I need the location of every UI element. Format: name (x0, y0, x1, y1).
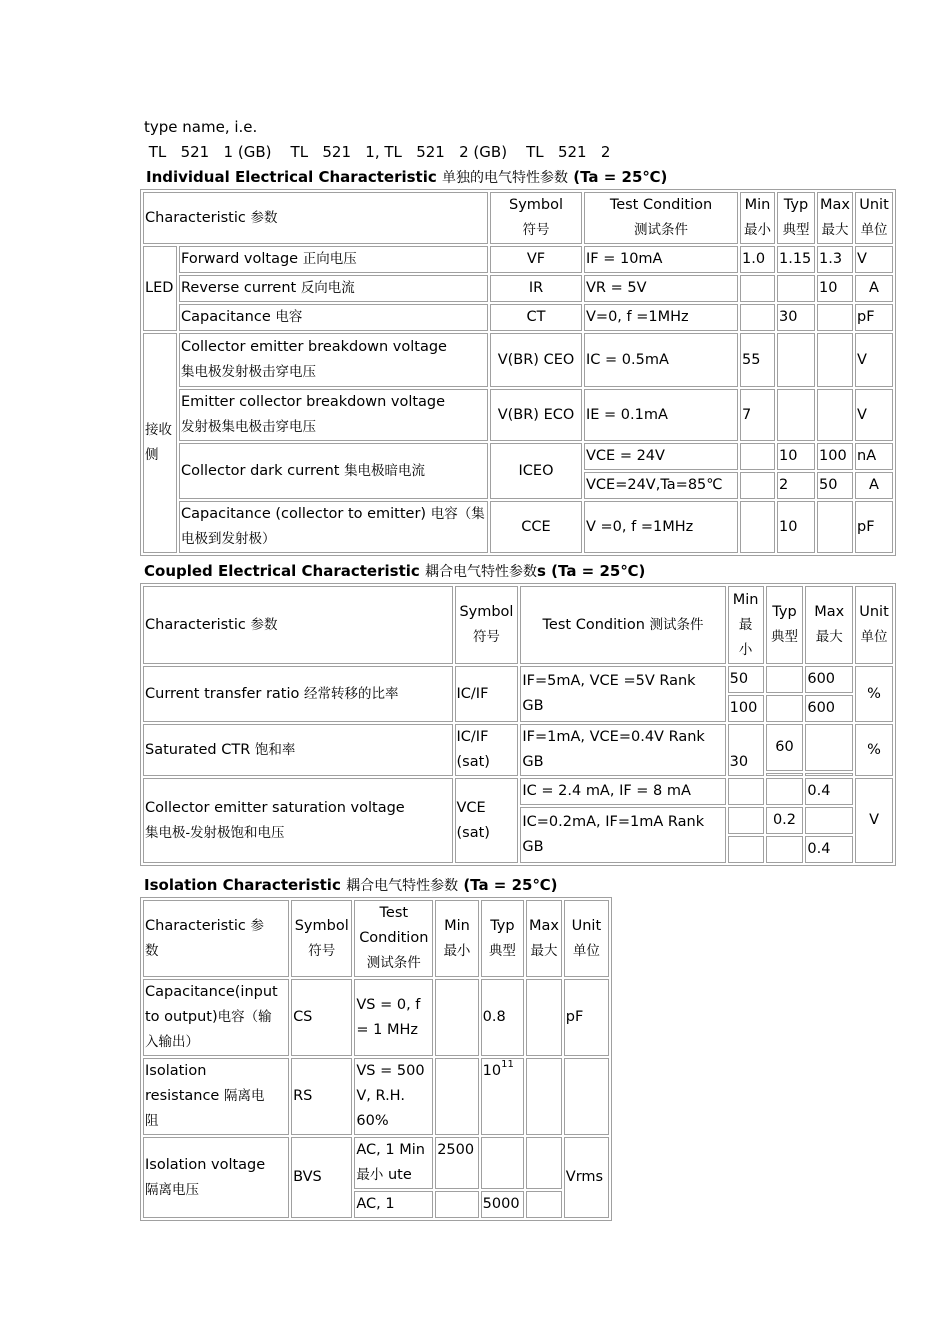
row-max (805, 773, 853, 776)
row-name: Capacitance 电容 (179, 304, 488, 331)
row-max (817, 389, 853, 441)
header-unit: Unit 单位 (564, 900, 609, 977)
row-test: IF = 10mA (584, 246, 738, 273)
table-row (143, 778, 893, 805)
row-test: VS = 500 V, R.H. 60% (354, 1058, 433, 1135)
header-max: Max 最大 (526, 900, 562, 977)
row-typ: 2 (777, 472, 815, 499)
row-name: Isolation resistance 隔离电 阻 (143, 1058, 289, 1135)
row-min (740, 472, 775, 499)
row-test: IF=1mA, VCE=0.4V Rank GB (520, 724, 725, 776)
row-max (526, 1137, 562, 1189)
row-unit (564, 1058, 609, 1135)
row-test: VR = 5V (584, 275, 738, 302)
table-header (143, 586, 893, 664)
row-typ: 1.15 (777, 246, 815, 273)
group-led: LED (143, 246, 177, 331)
table-row (143, 666, 893, 693)
row-min: 2500 (435, 1137, 478, 1189)
row-name: Collector emitter saturation voltage 集电极-发射极饱和电压 (143, 778, 453, 863)
row-min: 30 (728, 724, 764, 776)
row-name: Reverse current 反向电流 (179, 275, 488, 302)
row-max (805, 724, 853, 771)
row-unit: pF (564, 979, 609, 1056)
row-unit: pF (855, 501, 893, 553)
row-test: IC = 0.5mA (584, 333, 738, 387)
row-min: 7 (740, 389, 775, 441)
row-symbol: IC/IF (455, 666, 519, 722)
row-name: Saturated CTR 饱和率 (143, 724, 453, 776)
row-symbol: CS (291, 979, 352, 1056)
row-typ (766, 666, 804, 693)
row-max: 50 (817, 472, 853, 499)
row-test: IE = 0.1mA (584, 389, 738, 441)
header-min: Min 最小 (740, 192, 775, 244)
row-min (740, 275, 775, 302)
row-max: 600 (805, 695, 853, 722)
row-max: 1.3 (817, 246, 853, 273)
row-min (435, 979, 478, 1056)
row-min (728, 807, 764, 834)
intro-line-1: type name, i.e. (144, 118, 258, 136)
header-min: Min 最 小 (728, 586, 764, 664)
intro-line-2: TL 521 1 (GB) TL 521 1, TL 521 2 (GB) TL 521 2 (144, 143, 611, 161)
row-min: 50 (728, 666, 764, 693)
row-min (740, 304, 775, 331)
row-unit: V (855, 333, 893, 387)
row-unit: pF (855, 304, 893, 331)
table-row (143, 1137, 609, 1189)
group-receiver: 接收侧 (143, 333, 177, 553)
table-row (143, 333, 893, 387)
row-test: IC = 2.4 mA, IF = 8 mA (520, 778, 725, 805)
row-typ: $10^{11}$ (481, 1058, 524, 1135)
row-min: 100 (728, 695, 764, 722)
row-test: V=0, f =1MHz (584, 304, 738, 331)
row-typ (481, 1137, 524, 1189)
header-typ: Typ 典型 (777, 192, 815, 244)
header-characteristic: Characteristic 参数 (143, 192, 488, 244)
row-test: IC=0.2mA, IF=1mA Rank GB (520, 807, 725, 863)
row-min (435, 1191, 478, 1218)
header-min: Min 最小 (435, 900, 478, 977)
row-unit: V (855, 778, 893, 863)
row-min (728, 836, 764, 863)
row-max (817, 501, 853, 553)
table-row (143, 389, 893, 441)
row-max: 0.4 (805, 778, 853, 805)
row-symbol: CCE (490, 501, 582, 553)
header-unit: Unit 单位 (855, 192, 893, 244)
table-row (143, 724, 893, 771)
table-row (143, 304, 893, 331)
row-unit: % (855, 666, 893, 722)
row-test: VCE=24V,Ta=85℃ (584, 472, 738, 499)
row-typ: 0.8 (481, 979, 524, 1056)
header-test-condition: Test Condition 测试条件 (520, 586, 725, 664)
table-header (143, 192, 893, 244)
row-unit: V (855, 389, 893, 441)
row-min (740, 501, 775, 553)
row-max (805, 807, 853, 834)
row-max (817, 333, 853, 387)
row-min (728, 778, 764, 805)
row-min: 1.0 (740, 246, 775, 273)
row-name: Forward voltage 正向电压 (179, 246, 488, 273)
header-max: Max 最大 (817, 192, 853, 244)
row-typ: 5000 (481, 1191, 524, 1218)
row-name: Collector dark current 集电极暗电流 (179, 443, 488, 499)
row-symbol: V(BR) CEO (490, 333, 582, 387)
row-test: AC, 1 Min 最小 ute (354, 1137, 433, 1189)
row-test: V =0, f =1MHz (584, 501, 738, 553)
individual-heading: Individual Electrical Characteristic 单独的电气特性参数 (Ta = 25℃) (146, 168, 668, 186)
row-min (740, 443, 775, 470)
coupled-heading: Coupled Electrical Characteristic 耦合电气特性参数s (Ta = 25℃) (144, 562, 646, 580)
row-test: IF=5mA, VCE =5V Rank GB (520, 666, 725, 722)
header-symbol: Symbol 符号 (291, 900, 352, 977)
row-typ (766, 836, 804, 863)
table-row (143, 275, 893, 302)
row-typ: 30 (777, 304, 815, 331)
row-symbol: RS (291, 1058, 352, 1135)
row-typ: 10 (777, 443, 815, 470)
row-typ (766, 778, 804, 805)
row-max (817, 304, 853, 331)
row-typ (777, 389, 815, 441)
isolation-table (140, 897, 612, 1221)
row-name: Emitter collector breakdown voltage 发射极集电极击穿电压 (179, 389, 488, 441)
row-max: 0.4 (805, 836, 853, 863)
coupled-table (140, 583, 896, 866)
table-row (143, 1058, 609, 1135)
row-min: 55 (740, 333, 775, 387)
row-unit: A (855, 472, 893, 499)
row-typ (766, 773, 804, 776)
table-header (143, 900, 609, 977)
row-typ (766, 695, 804, 722)
row-symbol: ICEO (490, 443, 582, 499)
row-max: 600 (805, 666, 853, 693)
header-symbol: Symbol 符号 (490, 192, 582, 244)
row-typ (777, 275, 815, 302)
row-max: 100 (817, 443, 853, 470)
row-symbol: V(BR) ECO (490, 389, 582, 441)
table-row (143, 443, 893, 470)
row-typ: 10 (777, 501, 815, 553)
row-name: Collector emitter breakdown voltage 集电极发射极击穿电压 (179, 333, 488, 387)
row-max (526, 1191, 562, 1218)
header-test-condition: Test Condition 测试条件 (354, 900, 433, 977)
row-name: Capacitance(input to output)电容（输 入输出） (143, 979, 289, 1056)
header-test-condition: Test Condition 测试条件 (584, 192, 738, 244)
header-characteristic: Characteristic 参数 (143, 586, 453, 664)
row-test: VCE = 24V (584, 443, 738, 470)
row-unit: A (855, 275, 893, 302)
row-symbol: VF (490, 246, 582, 273)
header-symbol: Symbol 符号 (455, 586, 519, 664)
row-test: AC, 1 (354, 1191, 433, 1218)
row-max (526, 979, 562, 1056)
header-unit: Unit 单位 (855, 586, 893, 664)
row-unit: nA (855, 443, 893, 470)
row-symbol: BVS (291, 1137, 352, 1218)
row-typ (777, 333, 815, 387)
row-name: Capacitance (collector to emitter) 电容（集电极到发射极） (179, 501, 488, 553)
row-max: 10 (817, 275, 853, 302)
row-symbol: VCE (sat) (455, 778, 519, 863)
row-unit: V (855, 246, 893, 273)
row-symbol: CT (490, 304, 582, 331)
row-test: VS = 0, f = 1 MHz (354, 979, 433, 1056)
table-row (143, 979, 609, 1056)
row-symbol: IC/IF (sat) (455, 724, 519, 776)
table-row (143, 501, 893, 553)
row-name: Current transfer ratio 经常转移的比率 (143, 666, 453, 722)
header-characteristic: Characteristic 参 数 (143, 900, 289, 977)
isolation-heading: Isolation Characteristic 耦合电气特性参数 (Ta = 25℃) (144, 876, 558, 894)
row-unit: Vrms (564, 1137, 609, 1218)
row-symbol: IR (490, 275, 582, 302)
table-row (143, 246, 893, 273)
header-typ: Typ 典型 (766, 586, 804, 664)
row-typ: 0.2 (766, 807, 804, 834)
row-max (526, 1058, 562, 1135)
header-max: Max 最大 (805, 586, 853, 664)
row-name: Isolation voltage 隔离电压 (143, 1137, 289, 1218)
individual-table (140, 189, 896, 556)
header-typ: Typ 典型 (481, 900, 524, 977)
row-unit: % (855, 724, 893, 776)
row-min (435, 1058, 478, 1135)
row-typ: 60 (766, 724, 804, 771)
